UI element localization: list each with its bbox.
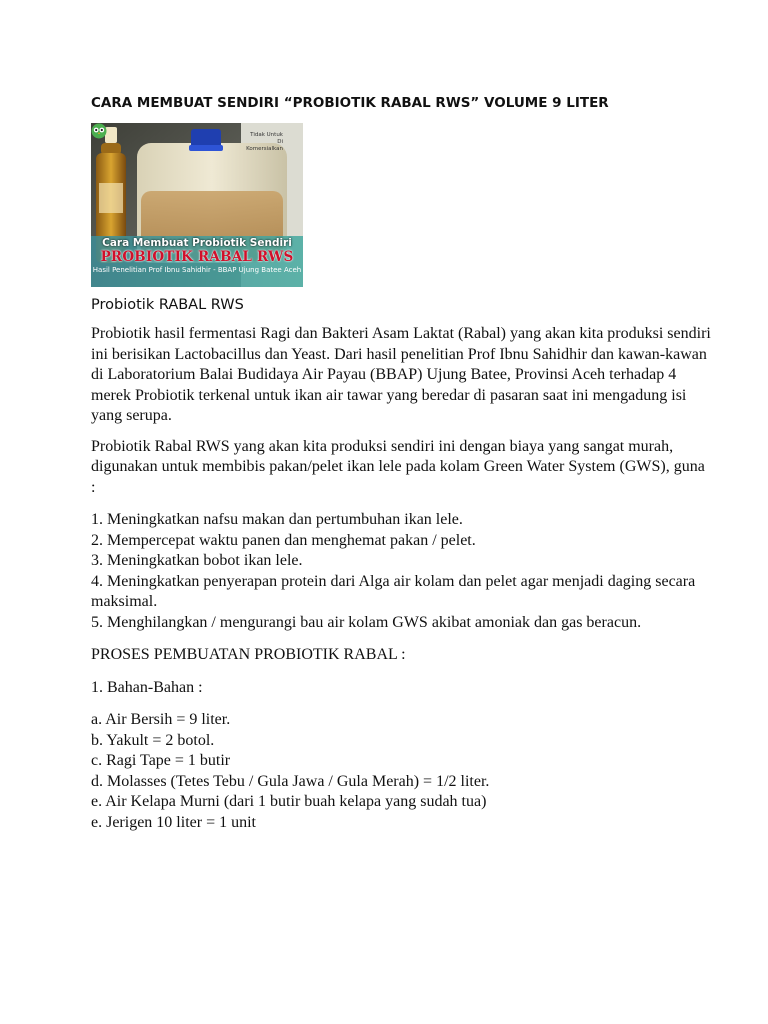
paragraph-intro: Probiotik hasil fermentasi Ragi dan Bakteri Asam Laktat (Rabal) yang akan kita produksi sendiri ini berisikan Lactobacillus dan Yeast. Dari hasil penelitian Prof Ibnu Sahidhir dan kawan-kawan di Laboratorium Balai Budidaya Air Payau (BBAP) Ujung Batee, Provinsi Aceh terhadap 4 merek Probiotik terkenal untuk ikan air tawar yang beredar di pasaran saat ini mengadung isi yang serupa.: [91, 325, 711, 424]
list-item: 2. Mempercepat waktu panen dan menghemat pakan / pelet.: [91, 531, 476, 549]
list-item: e. Air Kelapa Murni (dari 1 butir buah kelapa yang sudah tua): [91, 793, 487, 810]
benefits-list: [91, 510, 711, 633]
list-item: c. Ragi Tape = 1 butir: [91, 752, 231, 769]
list-item: 1. Meningkatkan nafsu makan dan pertumbuhan ikan lele.: [91, 511, 463, 528]
image-label: Probiotik RABAL RWS: [91, 297, 244, 313]
document-page: [91, 93, 711, 833]
list-item: d. Molasses (Tetes Tebu / Gula Jawa / Gula Merah) = 1/2 liter.: [91, 772, 490, 790]
list-item: a. Air Bersih = 9 liter.: [91, 711, 231, 728]
figure-caption-line1: Cara Membuat Probiotik Sendiri: [102, 237, 292, 249]
figure-note-line1: Tidak Untuk: [250, 132, 283, 138]
owl-logo-icon: [91, 123, 107, 139]
list-item: 4. Meningkatkan penyerapan protein dari Alga air kolam dan pelet agar menjadi daging secara maksimal.: [91, 572, 696, 610]
list-item: e. Jerigen 10 liter = 1 unit: [91, 813, 256, 831]
product-image: [91, 123, 303, 287]
list-item: 5. Menghilangkan / mengurangi bau air kolam GWS akibat amoniak dan gas beracun.: [91, 613, 642, 631]
ingredients-list: [91, 710, 711, 833]
section-heading: PROSES PEMBUATAN PROBIOTIK RABAL :: [91, 646, 406, 663]
figure-note: [239, 132, 283, 153]
subsection-heading: 1. Bahan-Bahan :: [91, 678, 203, 696]
figure-caption-line2: PROBIOTIK RABAL RWS: [100, 249, 294, 265]
list-item: 3. Meningkatkan bobot ikan lele.: [91, 552, 303, 569]
paragraph-usage: Probiotik Rabal RWS yang akan kita produksi sendiri ini dengan biaya yang sangat murah, digunakan untuk membibis pakan/pelet ikan lele pada kolam Green Water System (GWS), guna :: [91, 437, 705, 496]
list-item: b. Yakult = 2 botol.: [91, 731, 215, 749]
document-title: CARA MEMBUAT SENDIRI “PROBIOTIK RABAL RWS” VOLUME 9 LITER: [91, 95, 609, 111]
figure-caption-line3: Hasil Penelitian Prof Ibnu Sahidhir - BBAP Ujung Batee Aceh: [92, 266, 302, 274]
figure-note-line2: Di Komersialkan: [246, 139, 283, 152]
